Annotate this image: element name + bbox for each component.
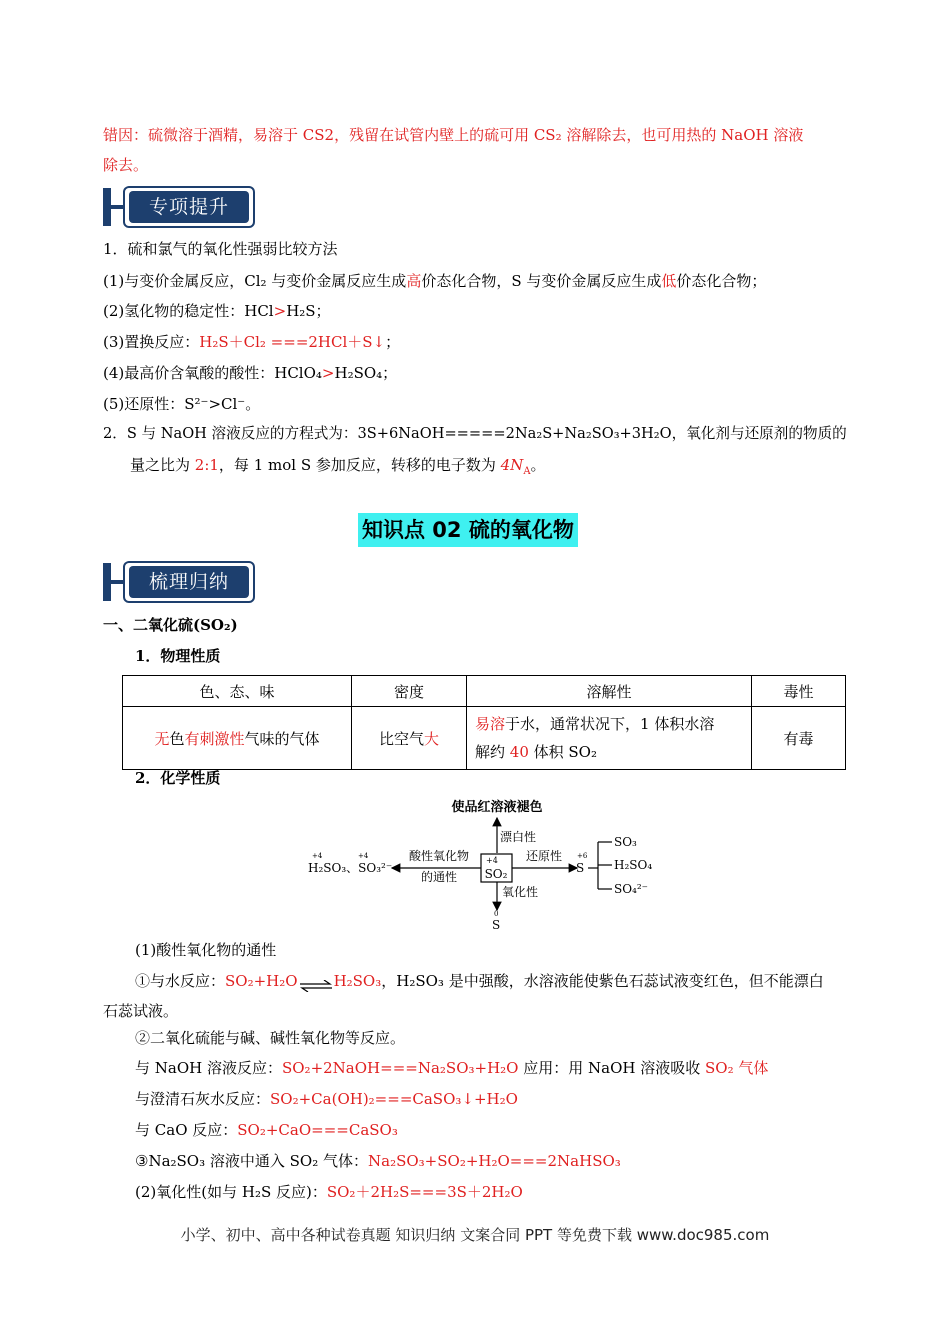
water-reaction-cont: 石蕊试液。 xyxy=(103,1002,179,1020)
error-note-line1: 错因：硫微溶于酒精，易溶于 CS2，残留在试管内壁上的硫可用 CS₂ 溶解除去，也可用热的 NaOH 溶液 xyxy=(103,126,804,144)
table-header: 色、态、味 xyxy=(123,676,352,707)
left-label2: 的通性 xyxy=(420,870,458,884)
water-reaction-line: ①与水反应：SO₂+H₂O H₂SO₃，H₂SO₃ 是中强酸，水溶液能使紫色石蕊试液变红色，但不能漂白 xyxy=(135,972,824,990)
so2-properties-diagram xyxy=(300,792,680,934)
left-label1: 酸性氧化物 xyxy=(408,849,470,863)
comparison-line-3: (3)置换反应：H₂S＋Cl₂ ===2HCl＋S↓； xyxy=(103,333,401,351)
table-cell-toxicity: 有毒 xyxy=(752,707,846,770)
item1-title: 1．硫和氯气的氧化性强弱比较方法 xyxy=(103,240,338,258)
center-label: SO₂ xyxy=(484,867,508,881)
so2-heading: 一、二氧化硫(SO₂) xyxy=(103,616,238,634)
cao-reaction: 与 CaO 反应：SO₂+CaO===CaSO₃ xyxy=(135,1121,398,1139)
center-ox: +4 xyxy=(486,856,498,865)
comparison-line-4: (4)最高价含氧酸的酸性：HClO₄>H₂SO₄； xyxy=(103,364,398,382)
right-product-1: SO₃ xyxy=(614,835,637,849)
naoh-reaction: 与 NaOH 溶液反应：SO₂+2NaOH===Na₂SO₃+H₂O 应用：用 NaOH 溶液吸收 SO₂ 气体 xyxy=(135,1059,769,1077)
bottom-label: S xyxy=(492,918,501,932)
left-ox1: +4 xyxy=(312,852,323,860)
chemical-properties-heading: 2．化学性质 xyxy=(135,769,221,787)
right-product-3: SO₄²⁻ xyxy=(614,882,649,896)
diagram-top-label: 使品红溶液褪色 xyxy=(451,800,543,815)
right-product-2: H₂SO₄ xyxy=(614,858,653,872)
reduce-label: 还原性 xyxy=(525,849,563,863)
limewater-reaction: 与澄清石灰水反应：SO₂+Ca(OH)₂===CaSO₃↓+H₂O xyxy=(135,1090,518,1108)
left-products: H₂SO₃、SO₃²⁻ xyxy=(308,861,393,875)
table-cell-density: 比空气大 xyxy=(352,707,467,770)
base-reaction-intro: ②二氧化硫能与碱、碱性氧化物等反应。 xyxy=(135,1029,406,1047)
oxidizing-reaction: (2)氧化性(如与 H₂S 反应)：SO₂＋2H₂S===3S＋2H₂O xyxy=(135,1183,523,1201)
bottom-ox: 0 xyxy=(494,910,499,918)
table-cell-solubility: 易溶于水，通常状况下，1 体积水溶 解约 40 体积 SO₂ xyxy=(467,707,752,770)
acidic-oxide-heading: (1)酸性氧化物的通性 xyxy=(135,941,277,959)
right-S: S xyxy=(576,861,585,875)
item2-line1: 2．S 与 NaOH 溶液反应的方程式为：3S+6NaOH=====2Na₂S+Na₂SO₃+3H₂O，氧化剂与还原剂的物质的 xyxy=(103,425,847,442)
item2-line2: 量之比为 2:1，每 1 mol S 参加反应，转移的电子数为 $4N_A$。 xyxy=(130,456,546,477)
table-cell-color: 无色有刺激性气味的气体 xyxy=(123,707,352,770)
badge-label: 梳理归纳 xyxy=(129,566,249,598)
left-ox2: +4 xyxy=(358,852,369,860)
equilibrium-arrow-icon xyxy=(299,976,333,988)
comparison-line-2: (2)氢化物的稳定性：HCl>H₂S； xyxy=(103,302,331,320)
na2so3-reaction: ③Na₂SO₃ 溶液中通入 SO₂ 气体：Na₂SO₃+SO₂+H₂O===2NaHSO₃ xyxy=(135,1152,621,1170)
oxidize-label: 氧化性 xyxy=(502,885,539,899)
table-header: 溶解性 xyxy=(467,676,752,707)
error-note-line2: 除去。 xyxy=(103,156,149,174)
comparison-line-1: (1)与变价金属反应，Cl₂ 与变价金属反应生成高价态化合物，S 与变价金属反应生成低价态化合物； xyxy=(103,272,767,290)
physical-properties-table xyxy=(122,675,846,770)
page-footer: 小学、初中、高中各种试卷真题 知识归纳 文案合同 PPT 等免费下载 www.doc985.com xyxy=(180,1226,770,1244)
comparison-line-5: (5)还原性：S²⁻>Cl⁻。 xyxy=(103,395,261,413)
physical-properties-heading: 1．物理性质 xyxy=(135,647,221,665)
knowledge-point-title: 知识点 02 硫的氧化物 xyxy=(358,513,578,547)
diagram-bleach-label: 漂白性 xyxy=(500,830,537,844)
badge-label: 专项提升 xyxy=(129,191,249,223)
table-header: 毒性 xyxy=(752,676,846,707)
right-ox: +6 xyxy=(577,852,588,860)
table-header: 密度 xyxy=(352,676,467,707)
